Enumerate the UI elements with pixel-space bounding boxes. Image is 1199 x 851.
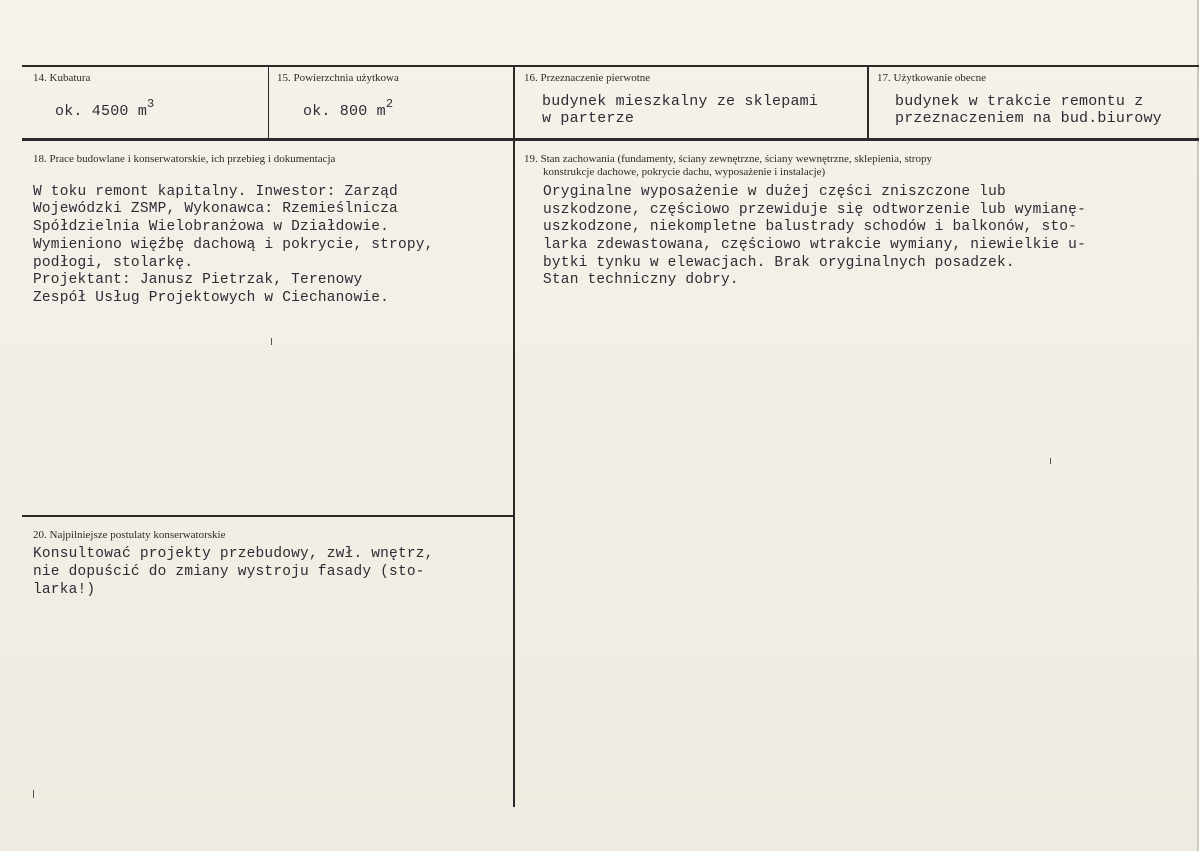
field17-line-2: przeznaczeniem na bud.biurowy xyxy=(895,110,1162,127)
scan-speck xyxy=(1050,458,1051,464)
field14-value xyxy=(55,96,154,120)
top-rule xyxy=(22,65,1199,67)
field15-value-text: ok. 800 m xyxy=(303,103,386,120)
field17-line-1: budynek w trakcie remontu z xyxy=(895,93,1144,110)
row1-bottom-rule xyxy=(22,138,1199,141)
field18-line: Wymieniono więźbę dachową i pokrycie, stropy, xyxy=(33,237,434,253)
col-divider-1 xyxy=(268,66,269,139)
col-divider-3 xyxy=(867,66,869,139)
field20-line: Konsultować projekty przebudowy, zwł. wnętrz, xyxy=(33,546,434,562)
field14-value-text: ok. 4500 m xyxy=(55,103,148,120)
field16-label: 16. Przeznaczenie pierwotne xyxy=(524,72,651,84)
field20-label: 20. Najpilniejsze postulaty konserwatorskie xyxy=(33,529,226,541)
field14-value-exponent: 3 xyxy=(147,97,155,111)
field18-line: Wojewódzki ZSMP, Wykonawca: Rzemieślnicza xyxy=(33,201,398,217)
scan-speck xyxy=(271,338,272,345)
field19-label-line-2: konstrukcje dachowe, pokrycie dachu, wyposażenie i instalacje) xyxy=(543,166,826,178)
field16-line-1: budynek mieszkalny ze sklepami xyxy=(542,93,819,110)
field20-line: larka!) xyxy=(33,582,96,598)
field18-line: W toku remont kapitalny. Inwestor: Zarząd xyxy=(33,184,398,200)
field19-label-line-1: 19. Stan zachowania (fundamenty, ściany zewnętrzne, ściany wewnętrzne, sklepienia, stropy xyxy=(524,153,932,165)
field19-line: Stan techniczny dobry. xyxy=(543,272,739,288)
field15-value xyxy=(303,96,393,120)
col-divider-2 xyxy=(513,66,515,807)
field20-line: nie dopuścić do zmiany wystroju fasady (sto- xyxy=(33,564,425,580)
field19-line: bytki tynku w elewacjach. Brak oryginalnych posadzek. xyxy=(543,255,1015,271)
field14-label: 14. Kubatura xyxy=(33,72,91,84)
field15-value-exponent: 2 xyxy=(385,97,394,111)
field18-label: 18. Prace budowlane i konserwatorskie, ich przebieg i dokumentacja xyxy=(33,153,336,165)
field19-line: uszkodzone, częściowo przewiduje się odtworzenie lub wymianę- xyxy=(543,202,1086,218)
field18-line: Zespół Usług Projektowych w Ciechanowie. xyxy=(33,290,390,306)
field19-line: uszkodzone, niekompletne balustrady schodów i balkonów, sto- xyxy=(543,219,1078,235)
field16-line-2: w parterze xyxy=(542,110,635,127)
field19-line: Oryginalne wyposażenie w dużej części zniszczone lub xyxy=(543,184,1006,200)
field18-line: Projektant: Janusz Pietrzak, Terenowy xyxy=(33,272,363,288)
field18-line: podłogi, stolarkę. xyxy=(33,255,194,271)
field20-top-rule xyxy=(22,515,514,517)
scan-speck xyxy=(33,790,34,798)
field17-label: 17. Użytkowanie obecne xyxy=(877,72,987,84)
field18-line: Spółdzielnia Wielobranżowa w Działdowie. xyxy=(33,219,390,235)
field15-label: 15. Powierzchnia użytkowa xyxy=(277,72,399,84)
field19-line: larka zdewastowana, częściowo wtrakcie wymiany, niewielkie u- xyxy=(543,237,1086,253)
